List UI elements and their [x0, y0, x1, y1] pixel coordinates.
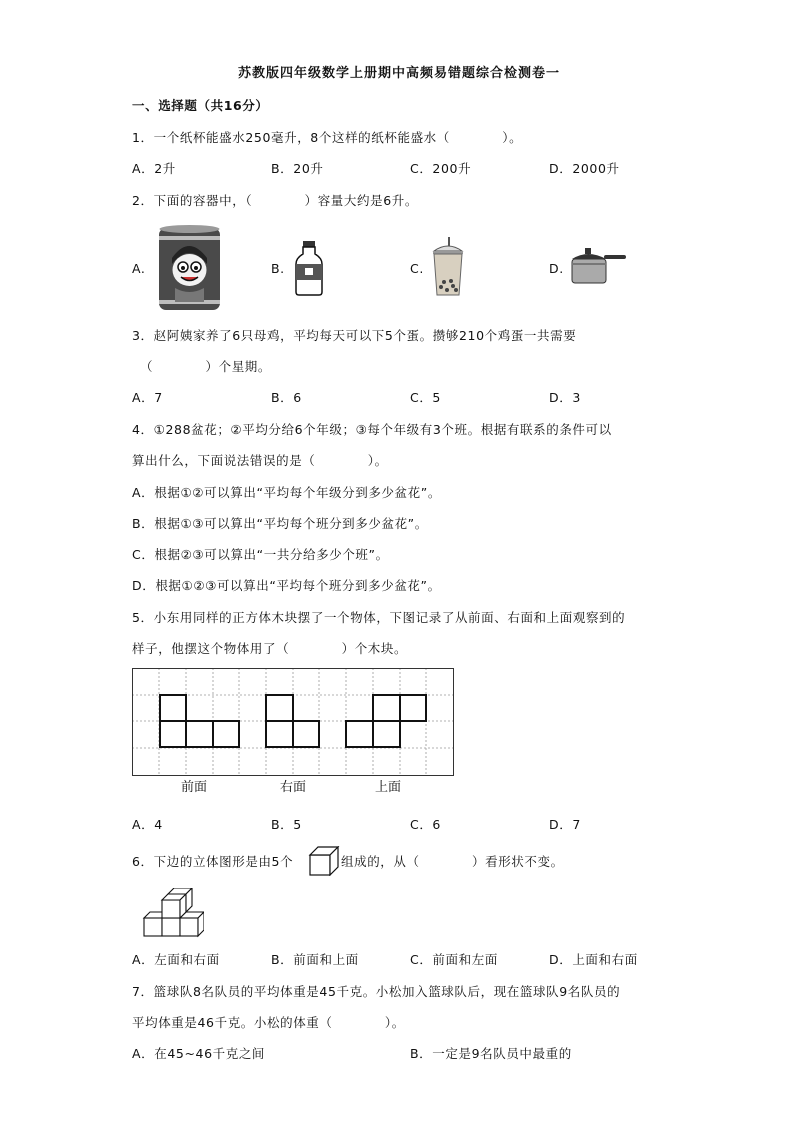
q2-option-d: D. [549, 261, 564, 276]
can-icon [157, 224, 222, 312]
q1-option-d: D．2000升 [549, 161, 620, 176]
q4-option-c: C．根据②③可以算出“一共分给多少个班”。 [132, 547, 389, 562]
q2-stem: 2．下面的容器中，（ ）容量大约是6升。 [132, 193, 418, 208]
q1-option-a: A．2升 [132, 161, 176, 176]
q7-option-a: A．在45~46千克之间 [132, 1046, 266, 1061]
q1-option-b: B．20升 [271, 161, 324, 176]
pressure-cooker-icon [568, 247, 628, 287]
front-view-label: 前面 [181, 780, 208, 795]
page-title: 苏教版四年级数学上册期中高频易错题综合检测卷一 [238, 66, 561, 81]
right-view-label: 右面 [280, 780, 307, 795]
cube-stack-figure [142, 888, 204, 938]
milk-bottle-icon [294, 240, 324, 296]
top-view-label: 上面 [375, 780, 402, 795]
q5-stem-line1: 5．小东用同样的正方体木块摆了一个物体，下图记录了从前面、右面和上面观察到的 [132, 610, 626, 625]
q6-stem-part1: 6．下边的立体图形是由5个 [132, 854, 294, 869]
q6-option-d: D．上面和右面 [549, 952, 638, 967]
q6-stem-part2: 组成的，从（ ）看形状不变。 [341, 854, 564, 869]
three-view-grid-figure [132, 668, 454, 778]
q1-option-c: C．200升 [410, 161, 472, 176]
front-view [160, 695, 239, 747]
q5-option-b: B．5 [271, 817, 302, 832]
q4-option-b: B．根据①③可以算出“平均每个班分到多少盆花”。 [132, 516, 428, 531]
q3-option-d: D．3 [549, 390, 581, 405]
q3-stem-line1: 3．赵阿姨家养了6只母鸡，平均每天可以下5个蛋。攒够210个鸡蛋一共需要 [132, 328, 577, 343]
q4-option-a: A．根据①②可以算出“平均每个年级分到多少盆花”。 [132, 485, 441, 500]
q3-option-a: A．7 [132, 390, 163, 405]
section-heading: 一、选择题（共16分） [132, 98, 269, 113]
q5-stem-line2: 样子，他摆这个物体用了（ ）个木块。 [132, 641, 408, 656]
q2-option-b: B. [271, 261, 285, 276]
q4-stem-line2: 算出什么，下面说法错误的是（ ）。 [132, 453, 388, 468]
q5-option-d: D．7 [549, 817, 581, 832]
q7-stem-line1: 7．篮球队8名队员的平均体重是45千克。小松加入篮球队后，现在篮球队9名队员的 [132, 984, 621, 999]
q6-option-c: C．前面和左面 [410, 952, 498, 967]
q1-stem: 1．一个纸杯能盛水250毫升，8个这样的纸杯能盛水（ ）。 [132, 130, 523, 145]
q7-stem-line2: 平均体重是46千克。小松的体重（ ）。 [132, 1015, 405, 1030]
q2-option-c: C. [410, 261, 424, 276]
q3-stem-line2: （ ）个星期。 [140, 359, 272, 374]
cube-icon [308, 846, 340, 876]
q4-option-d: D．根据①②③可以算出“平均每个班分到多少盆花”。 [132, 578, 441, 593]
bubble-tea-cup-icon [431, 237, 465, 297]
q7-option-b: B．一定是9名队员中最重的 [410, 1046, 572, 1061]
q2-option-a: A. [132, 261, 146, 276]
q6-option-a: A．左面和右面 [132, 952, 220, 967]
q5-option-a: A．4 [132, 817, 163, 832]
q3-option-c: C．5 [410, 390, 441, 405]
q3-option-b: B．6 [271, 390, 302, 405]
q6-option-b: B．前面和上面 [271, 952, 359, 967]
q5-option-c: C．6 [410, 817, 441, 832]
q4-stem-line1: 4．①288盆花；②平均分给6个年级；③每个年级有3个班。根据有联系的条件可以 [132, 422, 612, 437]
top-view [346, 695, 426, 747]
right-view [266, 695, 319, 747]
